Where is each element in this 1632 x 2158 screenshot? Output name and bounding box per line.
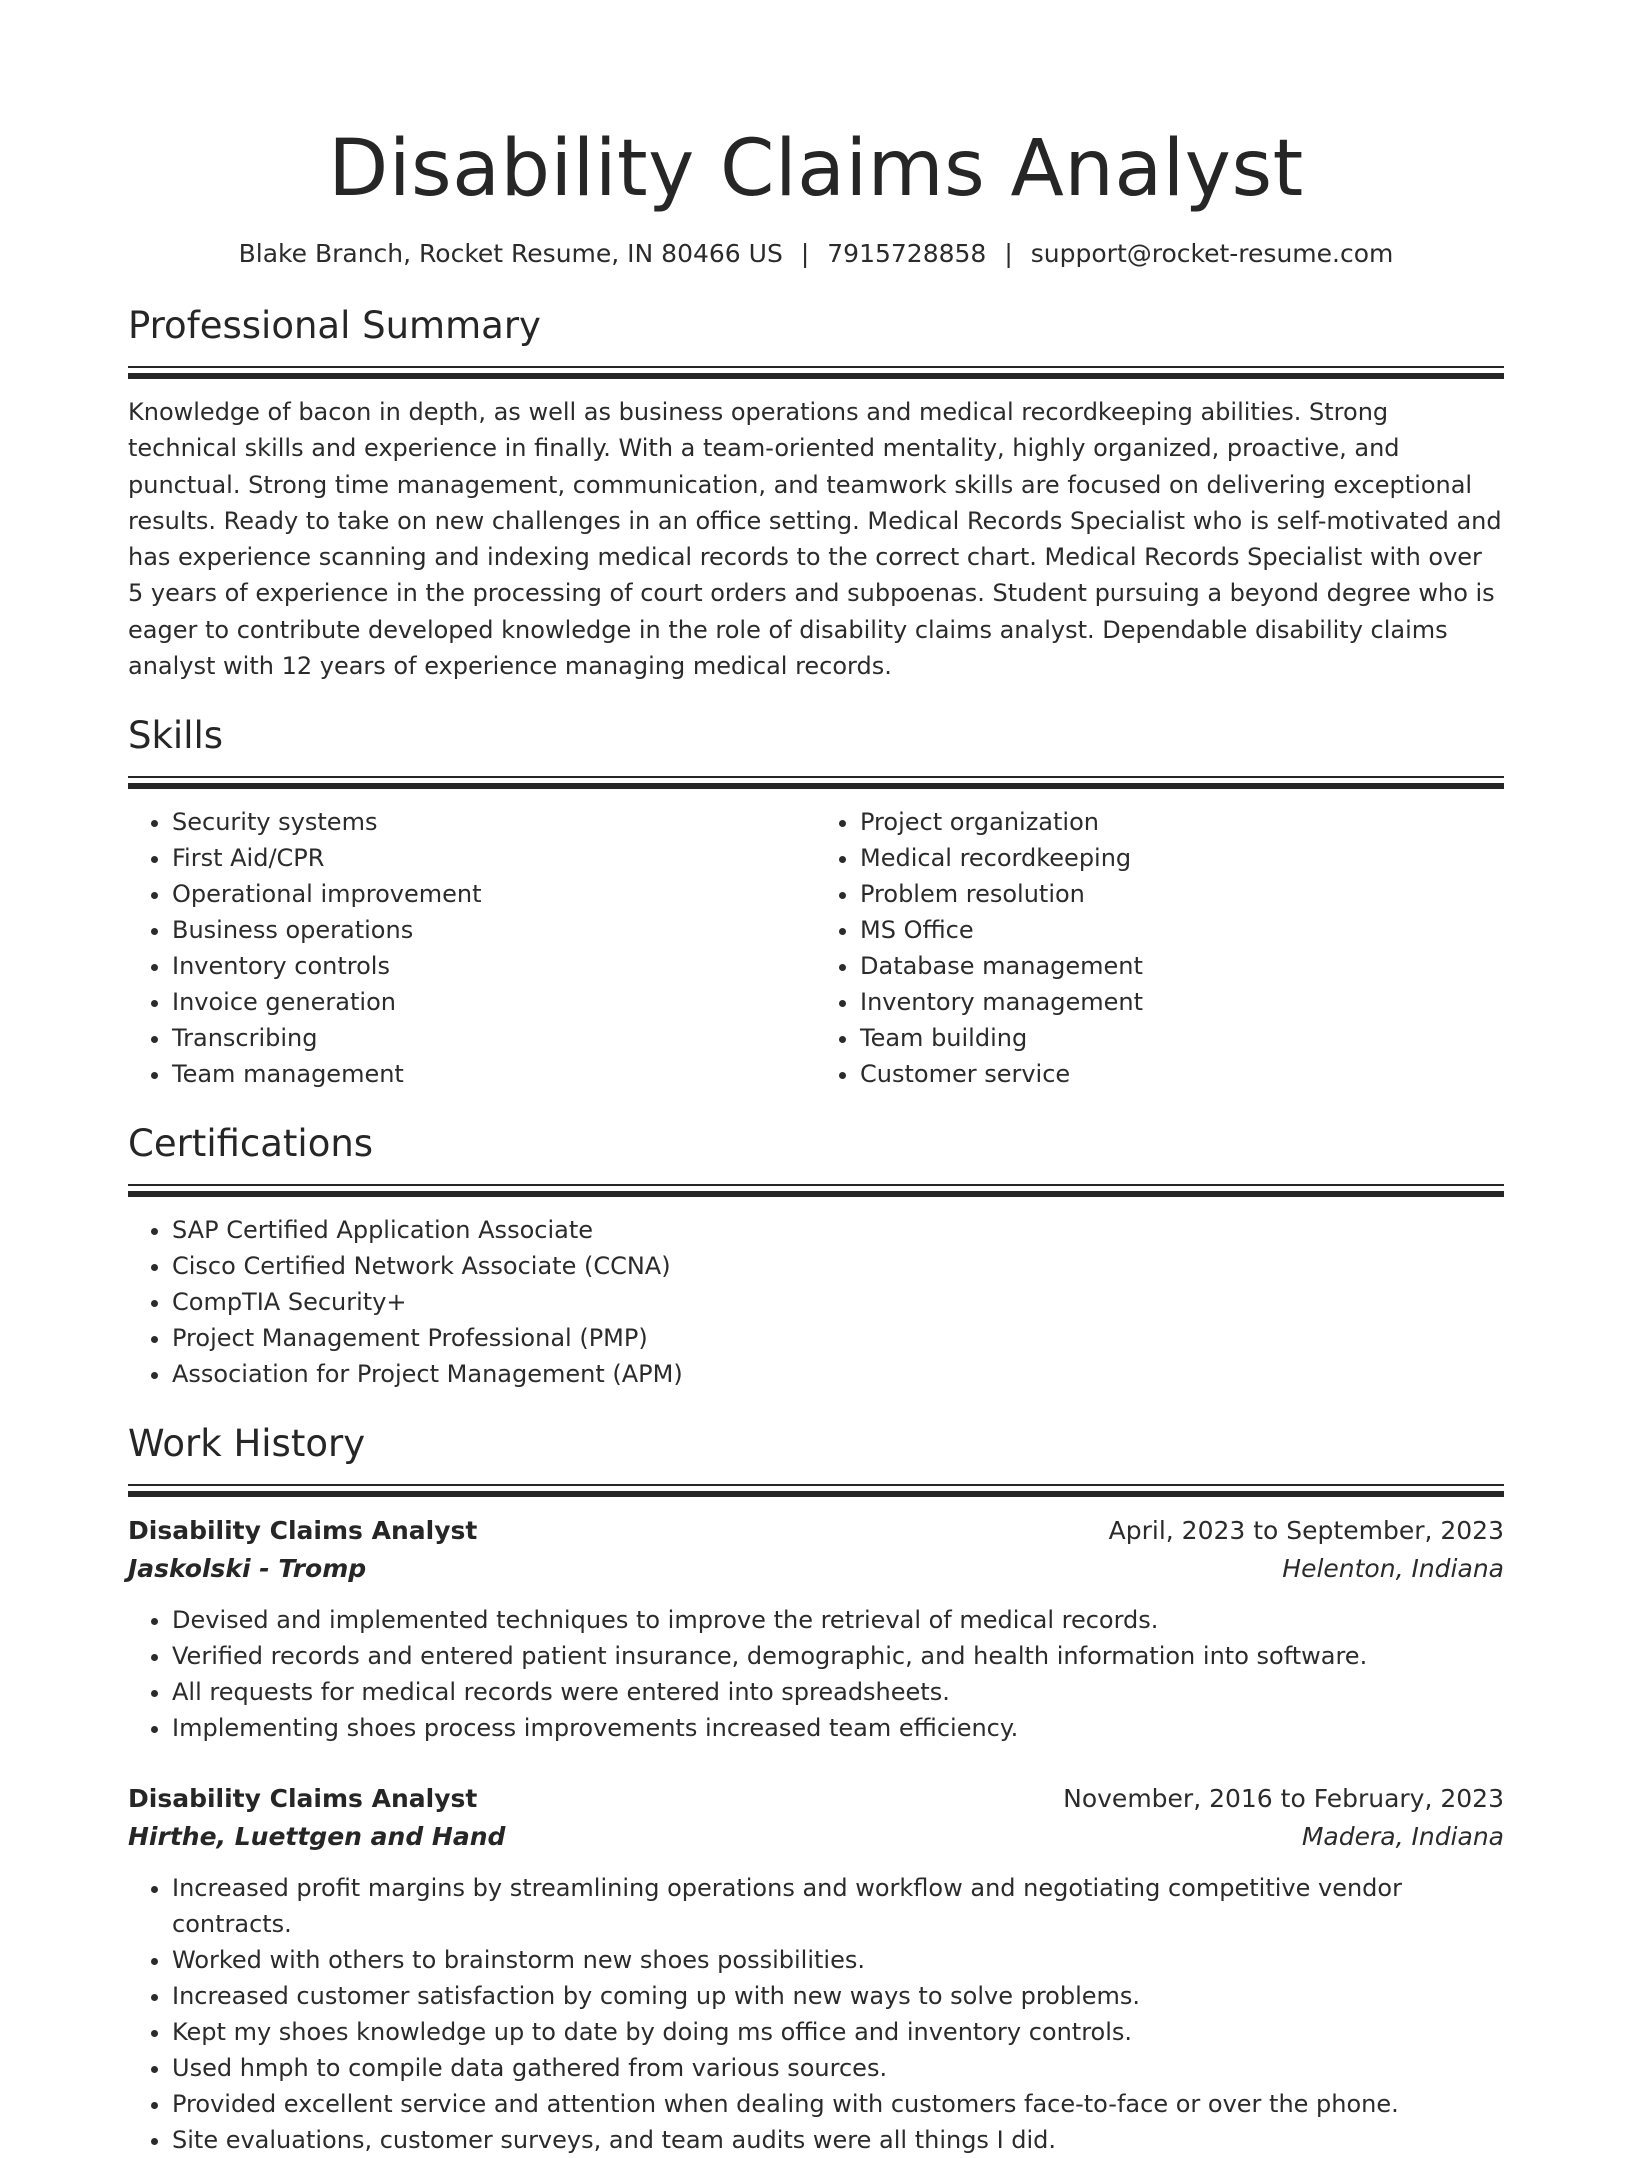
summary-section [128, 302, 1504, 684]
skill-item: • Operational improvement [172, 876, 816, 912]
skill-item: • Inventory management [860, 984, 1504, 1020]
skill-item: • Transcribing [172, 1020, 816, 1056]
section-heading-certifications: Certifications [128, 1122, 374, 1166]
job-bullet: • Used hmph to compile data gathered from various sources. [172, 2050, 1504, 2086]
skill-item: • Problem resolution [860, 876, 1504, 912]
job-location: Helenton, Indiana [1282, 1554, 1504, 1584]
certifications-list [128, 1212, 1504, 1392]
section-heading-summary: Professional Summary [128, 304, 541, 347]
skill-item: • Invoice generation [172, 984, 816, 1020]
skill-item: • Inventory controls [172, 948, 816, 984]
skills-list-right [816, 804, 1504, 1092]
skills-section [128, 712, 1504, 1092]
job-company: Jaskolski - Tromp [128, 1554, 367, 1584]
job-entry [128, 1512, 1504, 1746]
summary-text: Knowledge of bacon in depth, as well as business operations and medical recordkeeping abilities. Strong technical skills and experience in finally. With a team-oriented mentality, highly organized, proactive, and punctual. Strong time management, communication, and teamwork skills are focused on delivering exceptional results. Ready to take on new challenges in an office setting. Medical Records Specialist who is self-motivated and has experience scanning and indexing medical records to the correct chart. Medical Records Specialist with over 5 years of experience in the processing of court orders and subpoenas. Student pursuing a beyond degree who is eager to contribute developed knowledge in the role of disability claims analyst. Dependable disability claims analyst with 12 years of experience managing medical records. [128, 398, 1502, 681]
job-bullet: • Verified records and entered patient insurance, demographic, and health information into software. [172, 1638, 1504, 1674]
certification-item: • Cisco Certified Network Associate (CCNA) [172, 1248, 1504, 1284]
certification-item: • CompTIA Security+ [172, 1284, 1504, 1320]
skill-item: • Project organization [860, 804, 1504, 840]
skill-item: • First Aid/CPR [172, 840, 816, 876]
contact-phone: 7915728858 [827, 239, 987, 268]
job-bullet: • Kept my shoes knowledge up to date by doing ms office and inventory controls. [172, 2014, 1504, 2050]
skill-item: • MS Office [860, 912, 1504, 948]
section-heading-work-history: Work History [128, 1422, 366, 1466]
skill-item: • Team building [860, 1020, 1504, 1056]
skills-grid [128, 804, 1504, 1092]
section-rule [128, 1184, 1504, 1198]
job-bullet: • Devised and implemented techniques to improve the retrieval of medical records. [172, 1602, 1504, 1638]
job-bullet: • Implementing shoes process improvements increased team efficiency. [172, 1710, 1504, 1746]
contact-email: support@rocket-resume.com [1030, 239, 1394, 268]
job-subheader [128, 1818, 1504, 1856]
job-bullet: • Increased customer satisfaction by coming up with new ways to solve problems. [172, 1978, 1504, 2014]
certifications-section [128, 1120, 1504, 1392]
section-rule [128, 1484, 1504, 1498]
section-rule [128, 366, 1504, 380]
contact-address: Blake Branch, Rocket Resume, IN 80466 US [238, 239, 783, 268]
contact-separator: | [800, 239, 810, 268]
contact-line [128, 236, 1504, 272]
job-bullet: • Worked with others to brainstorm new shoes possibilities. [172, 1942, 1504, 1978]
job-bullets [128, 1870, 1504, 2158]
skill-item: • Team management [172, 1056, 816, 1092]
resume-page [128, 0, 1504, 2158]
job-dates: April, 2023 to September, 2023 [1108, 1516, 1504, 1546]
work-history-section [128, 1420, 1504, 2158]
skill-item: • Customer service [860, 1056, 1504, 1092]
job-header [128, 1512, 1504, 1550]
job-title: Disability Claims Analyst [128, 1516, 478, 1546]
skill-item: • Database management [860, 948, 1504, 984]
job-entry [128, 1780, 1504, 2158]
certification-item: • SAP Certified Application Associate [172, 1212, 1504, 1248]
job-company: Hirthe, Luettgen and Hand [128, 1822, 506, 1852]
job-bullet: • Increased profit margins by streamlining operations and workflow and negotiating competitive vendor contracts. [172, 1870, 1504, 1942]
skill-item: • Business operations [172, 912, 816, 948]
job-bullet: • Provided excellent service and attention when dealing with customers face-to-face or over the phone. [172, 2086, 1504, 2122]
section-heading-skills: Skills [128, 714, 224, 758]
skills-list-left [128, 804, 816, 1092]
certification-item: • Project Management Professional (PMP) [172, 1320, 1504, 1356]
job-bullets [128, 1602, 1504, 1746]
job-subheader [128, 1550, 1504, 1588]
certification-item: • Association for Project Management (APM) [172, 1356, 1504, 1392]
job-bullet: • Site evaluations, customer surveys, and team audits were all things I did. [172, 2122, 1504, 2158]
resume-title: Disability Claims Analyst [328, 124, 1304, 214]
job-dates: November, 2016 to February, 2023 [1063, 1784, 1504, 1814]
job-location: Madera, Indiana [1301, 1822, 1504, 1852]
section-rule [128, 776, 1504, 790]
skill-item: • Medical recordkeeping [860, 840, 1504, 876]
job-bullet: • All requests for medical records were entered into spreadsheets. [172, 1674, 1504, 1710]
job-header [128, 1780, 1504, 1818]
job-title: Disability Claims Analyst [128, 1784, 478, 1814]
skill-item: • Security systems [172, 804, 816, 840]
contact-separator: | [1004, 239, 1013, 268]
